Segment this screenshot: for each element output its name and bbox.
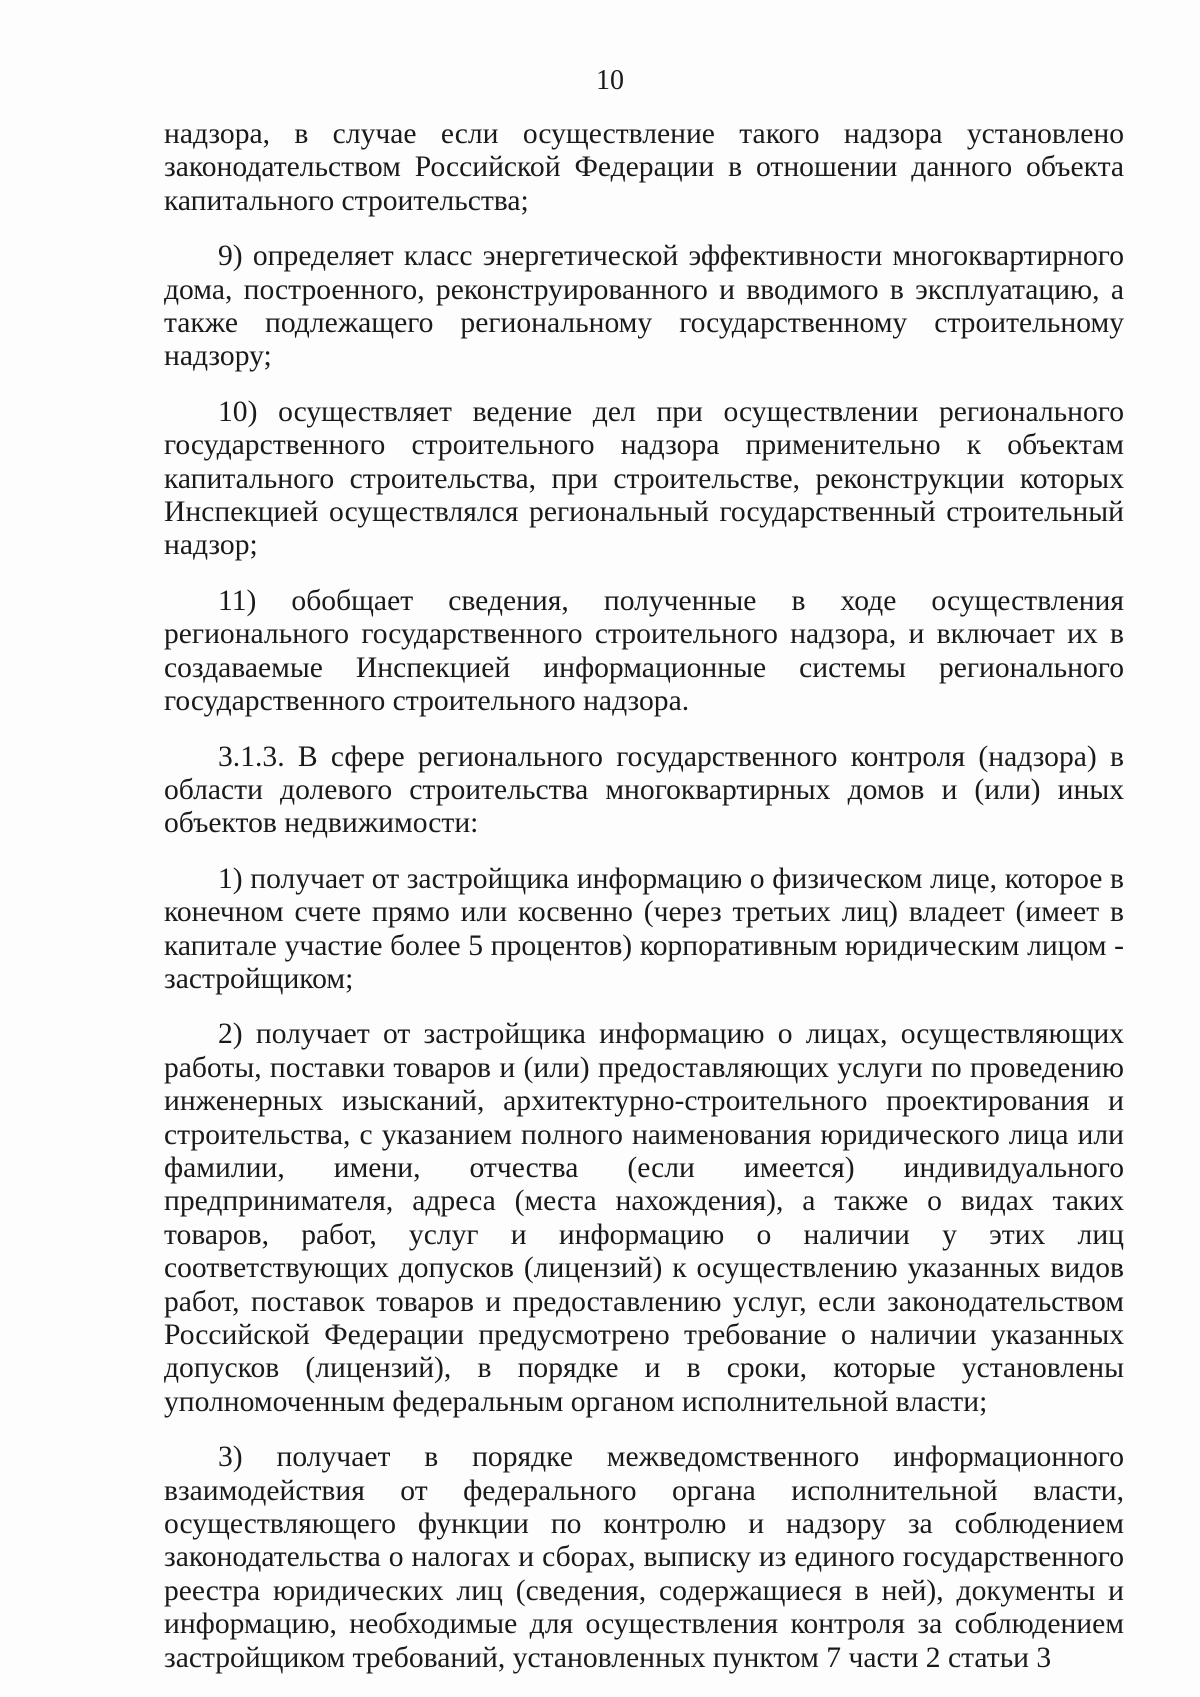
paragraph-item-10: 10) осуществляет ведение дел при осуществлении регионального государственного строительного надзора применительно к объектам капитального строительства, при строительстве, реконструкции которых Инспекцией осуществлялся региональный государственный строительный надзор; [164, 395, 1124, 562]
paragraph-item-3: 3) получает в порядке межведомственного информационного взаимодействия от федерального органа исполнительной власти, осуществляющего функции по контролю и надзору за соблюдением законодательства о налогах и сборах, выписку из единого государственного реестра юридических лиц (сведения, содержащиеся в ней), документы и информацию, необходимые для осуществления контроля за соблюдением застройщиком требований, установленных пунктом 7 части 2 статьи 3 [164, 1441, 1124, 1674]
paragraph-item-11: 11) обобщает сведения, полученные в ходе осуществления регионального государственного строительного надзора, и включает их в создаваемые Инспекцией информационные системы регионального государственного строительного надзора. [164, 584, 1124, 718]
paragraph-item-9: 9) определяет класс энергетической эффективности многоквартирного дома, построенного, реконструированного и вводимого в эксплуатацию, а также подлежащего региональному государственному строительному надзору; [164, 240, 1124, 373]
paragraph-section-3-1-3: 3.1.3. В сфере регионального государственного контроля (надзора) в области долевого строительства многоквартирных домов и (или) иных объектов недвижимости: [164, 740, 1124, 840]
paragraph-item-1: 1) получает от застройщика информацию о физическом лице, которое в конечном счете прямо или косвенно (через третьих лиц) владеет (имеет в капитале участие более 5 процентов) корпоративным юридическим лицом - застройщиком; [164, 862, 1124, 995]
paragraph-item-2: 2) получает от застройщика информацию о лицах, осуществляющих работы, поставки товаров и (или) предоставляющих услуги по проведению инженерных изысканий, архитектурно-строительного проектирования и строительства, с указанием полного наименования юридического лица или фамилии, имени, отчества (если имеется) индивидуального предпринимателя, адреса (места нахождения), а также о видах таких товаров, работ, услуг и информацию о наличии у этих лиц соответствующих допусков (лицензий) к осуществлению указанных видов работ, поставок товаров и предоставлению услуг, если законодательством Российской Федерации предусмотрено требование о наличии указанных допусков (лицензий), в порядке и в сроки, которые установлены уполномоченным федеральным органом исполнительной власти; [164, 1018, 1124, 1418]
page-number: 10 [596, 65, 624, 96]
paragraph-continuation: надзора, в случае если осуществление такого надзора установлено законодательством Российской Федерации в отношении данного объекта капитального строительства; [164, 118, 1124, 217]
body-text [164, 118, 1124, 1675]
